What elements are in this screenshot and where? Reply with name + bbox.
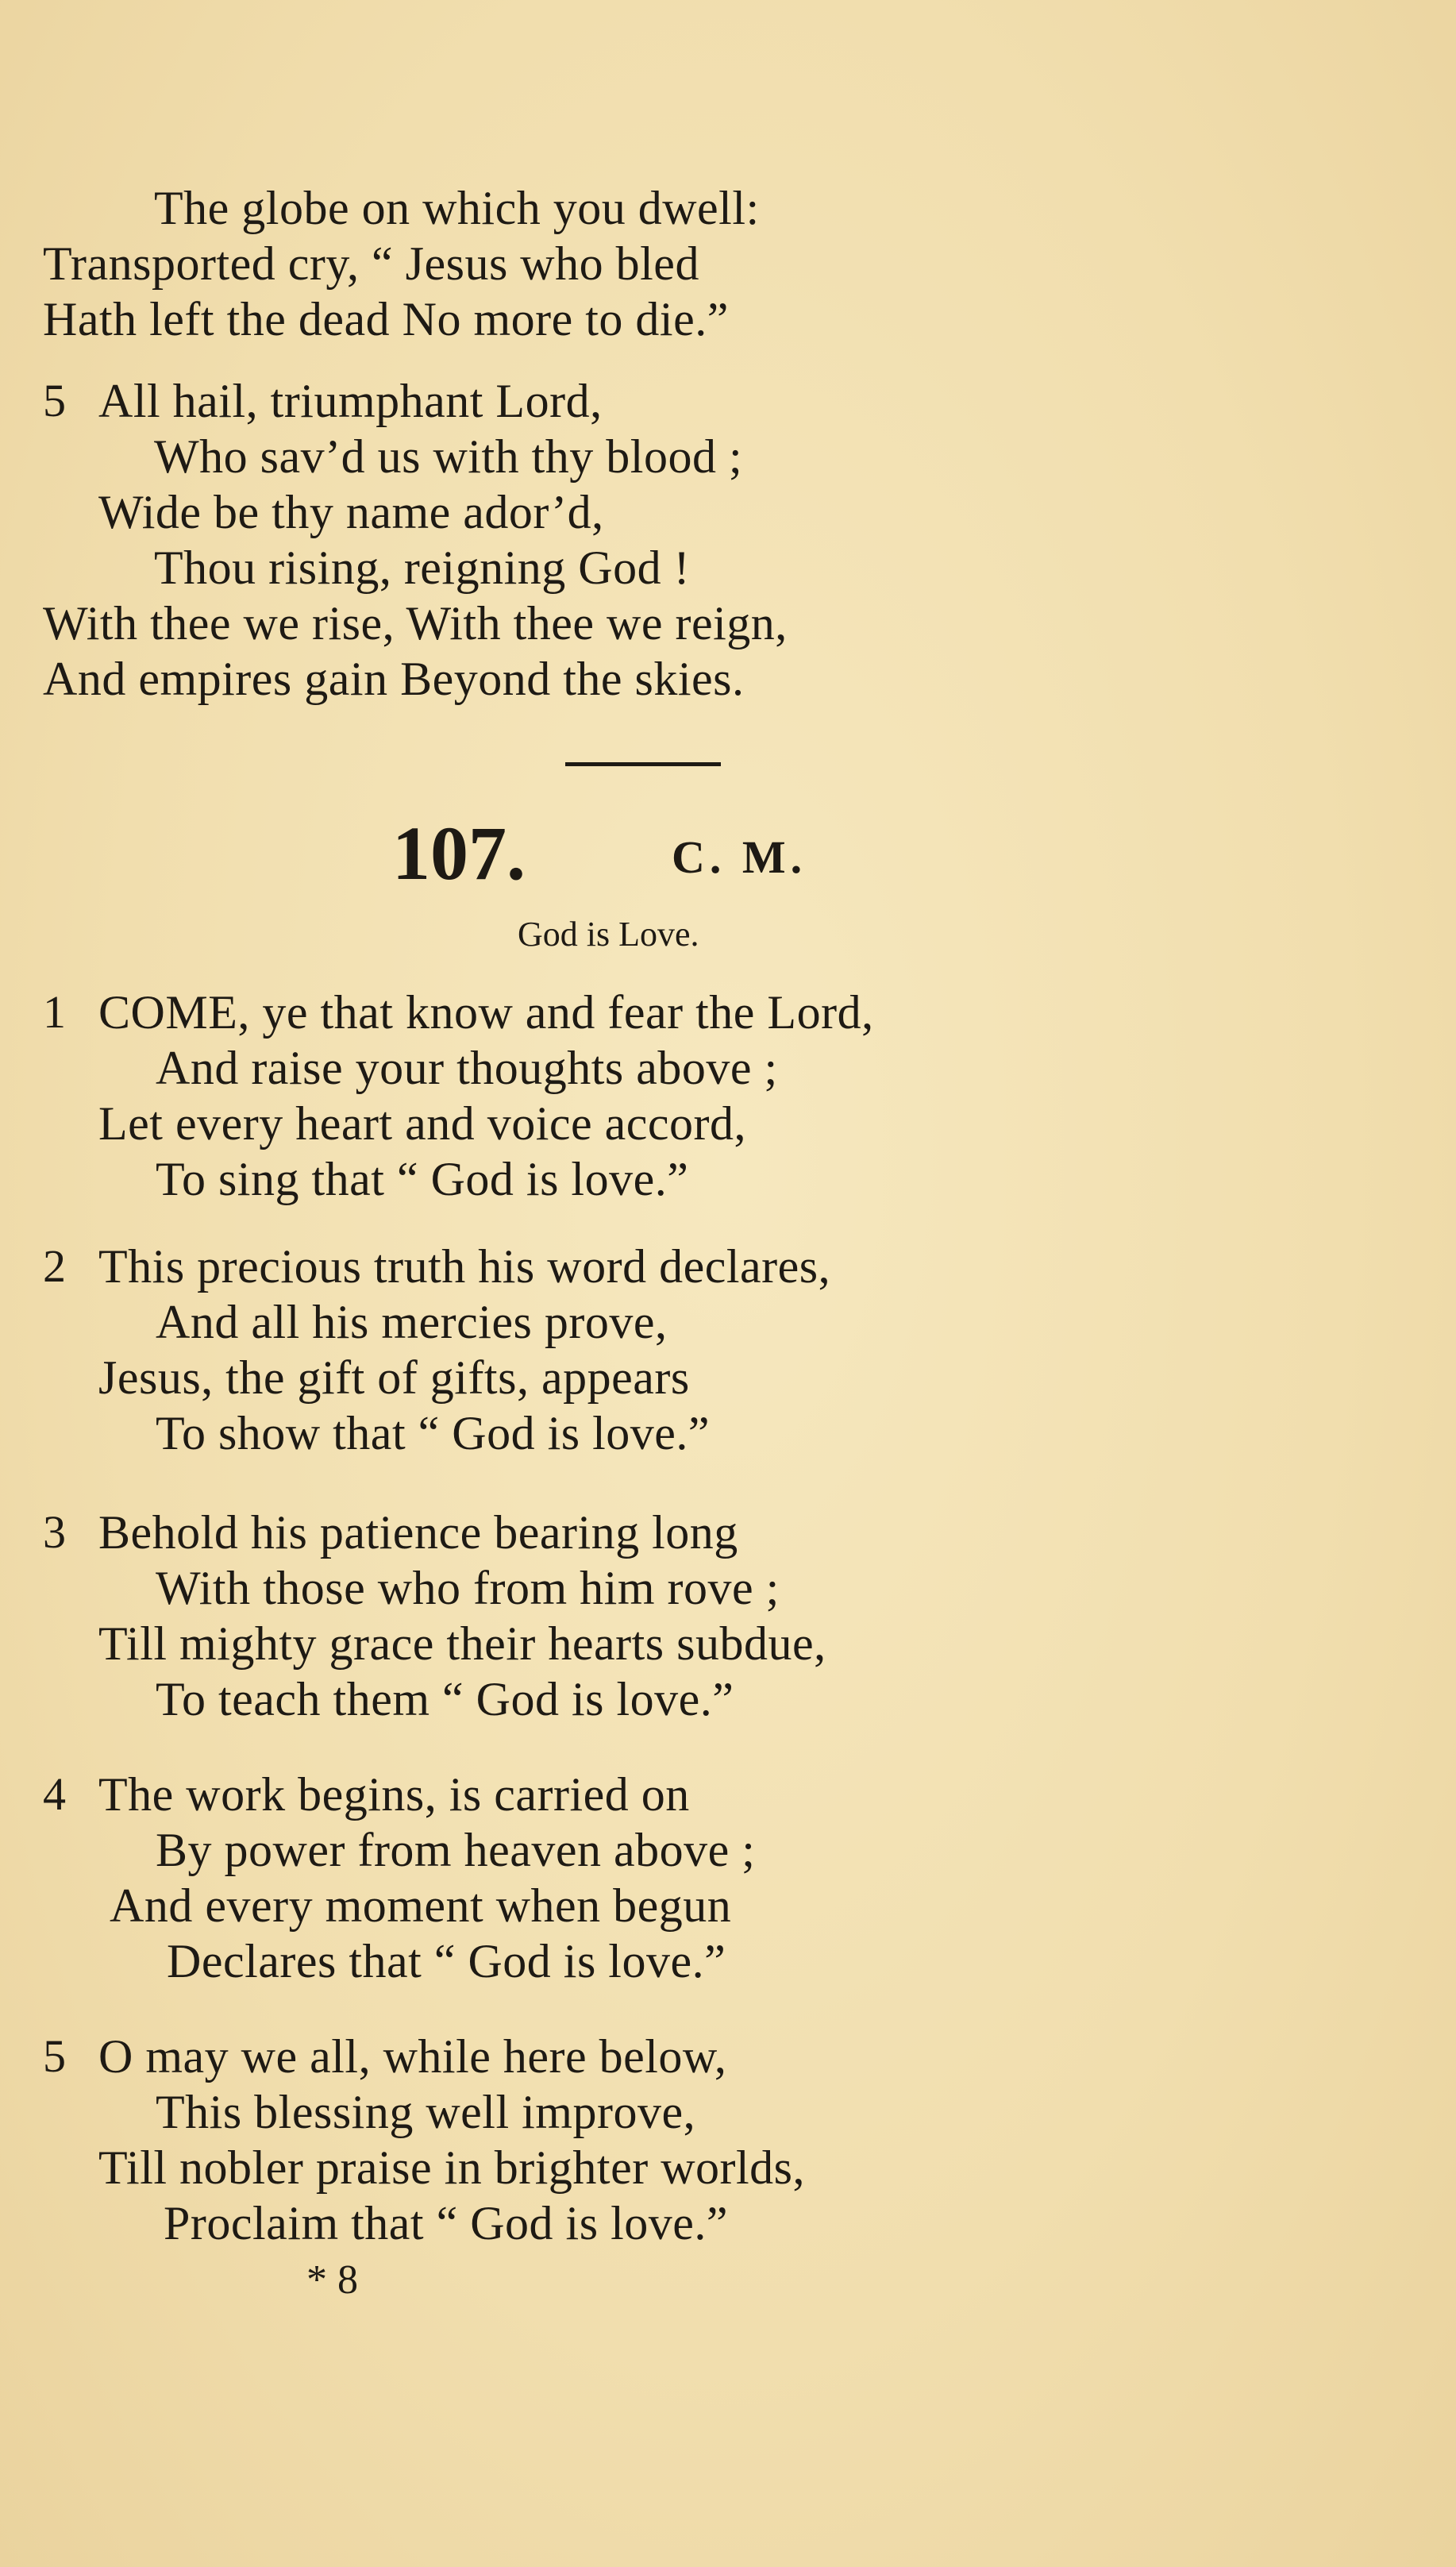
verse-line: And every moment when begun [110, 1879, 732, 1932]
verse-line: And empires gain Beyond the skies. [43, 653, 745, 705]
verse-line: Transported cry, “ Jesus who bled [43, 237, 699, 290]
verse-line: Let every heart and voice accord, [98, 1097, 747, 1150]
verse-line: With thee we rise, With thee we reign, [43, 597, 788, 649]
verse-line: Proclaim that “ God is love.” [164, 2197, 729, 2249]
verse-line: Till mighty grace their hearts subdue, [98, 1617, 826, 1670]
hymn-title: God is Love. [518, 915, 699, 954]
verse-line: Wide be thy name ador’d, [98, 486, 604, 538]
stanza-number: 1 [43, 986, 66, 1038]
stanza-number: 3 [43, 1506, 66, 1558]
verse-line: Thou rising, reigning God ! [154, 542, 691, 594]
verse-line: Declares that “ God is love.” [167, 1935, 726, 1987]
verse-line: The work begins, is carried on [98, 1768, 690, 1821]
verse-line: O may we all, while here below, [98, 2030, 727, 2083]
verse-line: The globe on which you dwell: [154, 182, 760, 234]
verse-line: And all his mercies prove, [156, 1296, 668, 1348]
verse-line: By power from heaven above ; [156, 1824, 756, 1876]
verse-line: To sing that “ God is love.” [156, 1153, 689, 1205]
verse-line: Hath left the dead No more to die.” [43, 293, 729, 345]
verse-line: And raise your thoughts above ; [156, 1042, 778, 1094]
verse-line: COME, ye that know and fear the Lord, [98, 986, 874, 1039]
verse-line: This precious truth his word declares, [98, 1240, 831, 1293]
verse-line: All hail, triumphant Lord, [98, 375, 603, 427]
stanza-number: 5 [43, 2030, 66, 2082]
section-divider [565, 762, 721, 766]
hymn-meter: C. M. [672, 831, 807, 883]
signature-mark: * 8 [306, 2257, 358, 2303]
stanza-number: 4 [43, 1768, 66, 1820]
stanza-number: 5 [43, 375, 66, 426]
verse-line: To teach them “ God is love.” [156, 1673, 734, 1725]
verse-line: With those who from him rove ; [156, 1562, 780, 1614]
verse-line: Who sav’d us with thy blood ; [154, 430, 743, 483]
verse-line: Behold his patience bearing long [98, 1506, 738, 1559]
stanza-number: 2 [43, 1240, 66, 1292]
verse-line: To show that “ God is love.” [156, 1407, 711, 1459]
verse-line: This blessing well improve, [156, 2086, 696, 2138]
verse-line: Till nobler praise in brighter worlds, [98, 2141, 806, 2194]
verse-line: Jesus, the gift of gifts, appears [98, 1351, 690, 1404]
hymn-number: 107. [392, 811, 526, 896]
